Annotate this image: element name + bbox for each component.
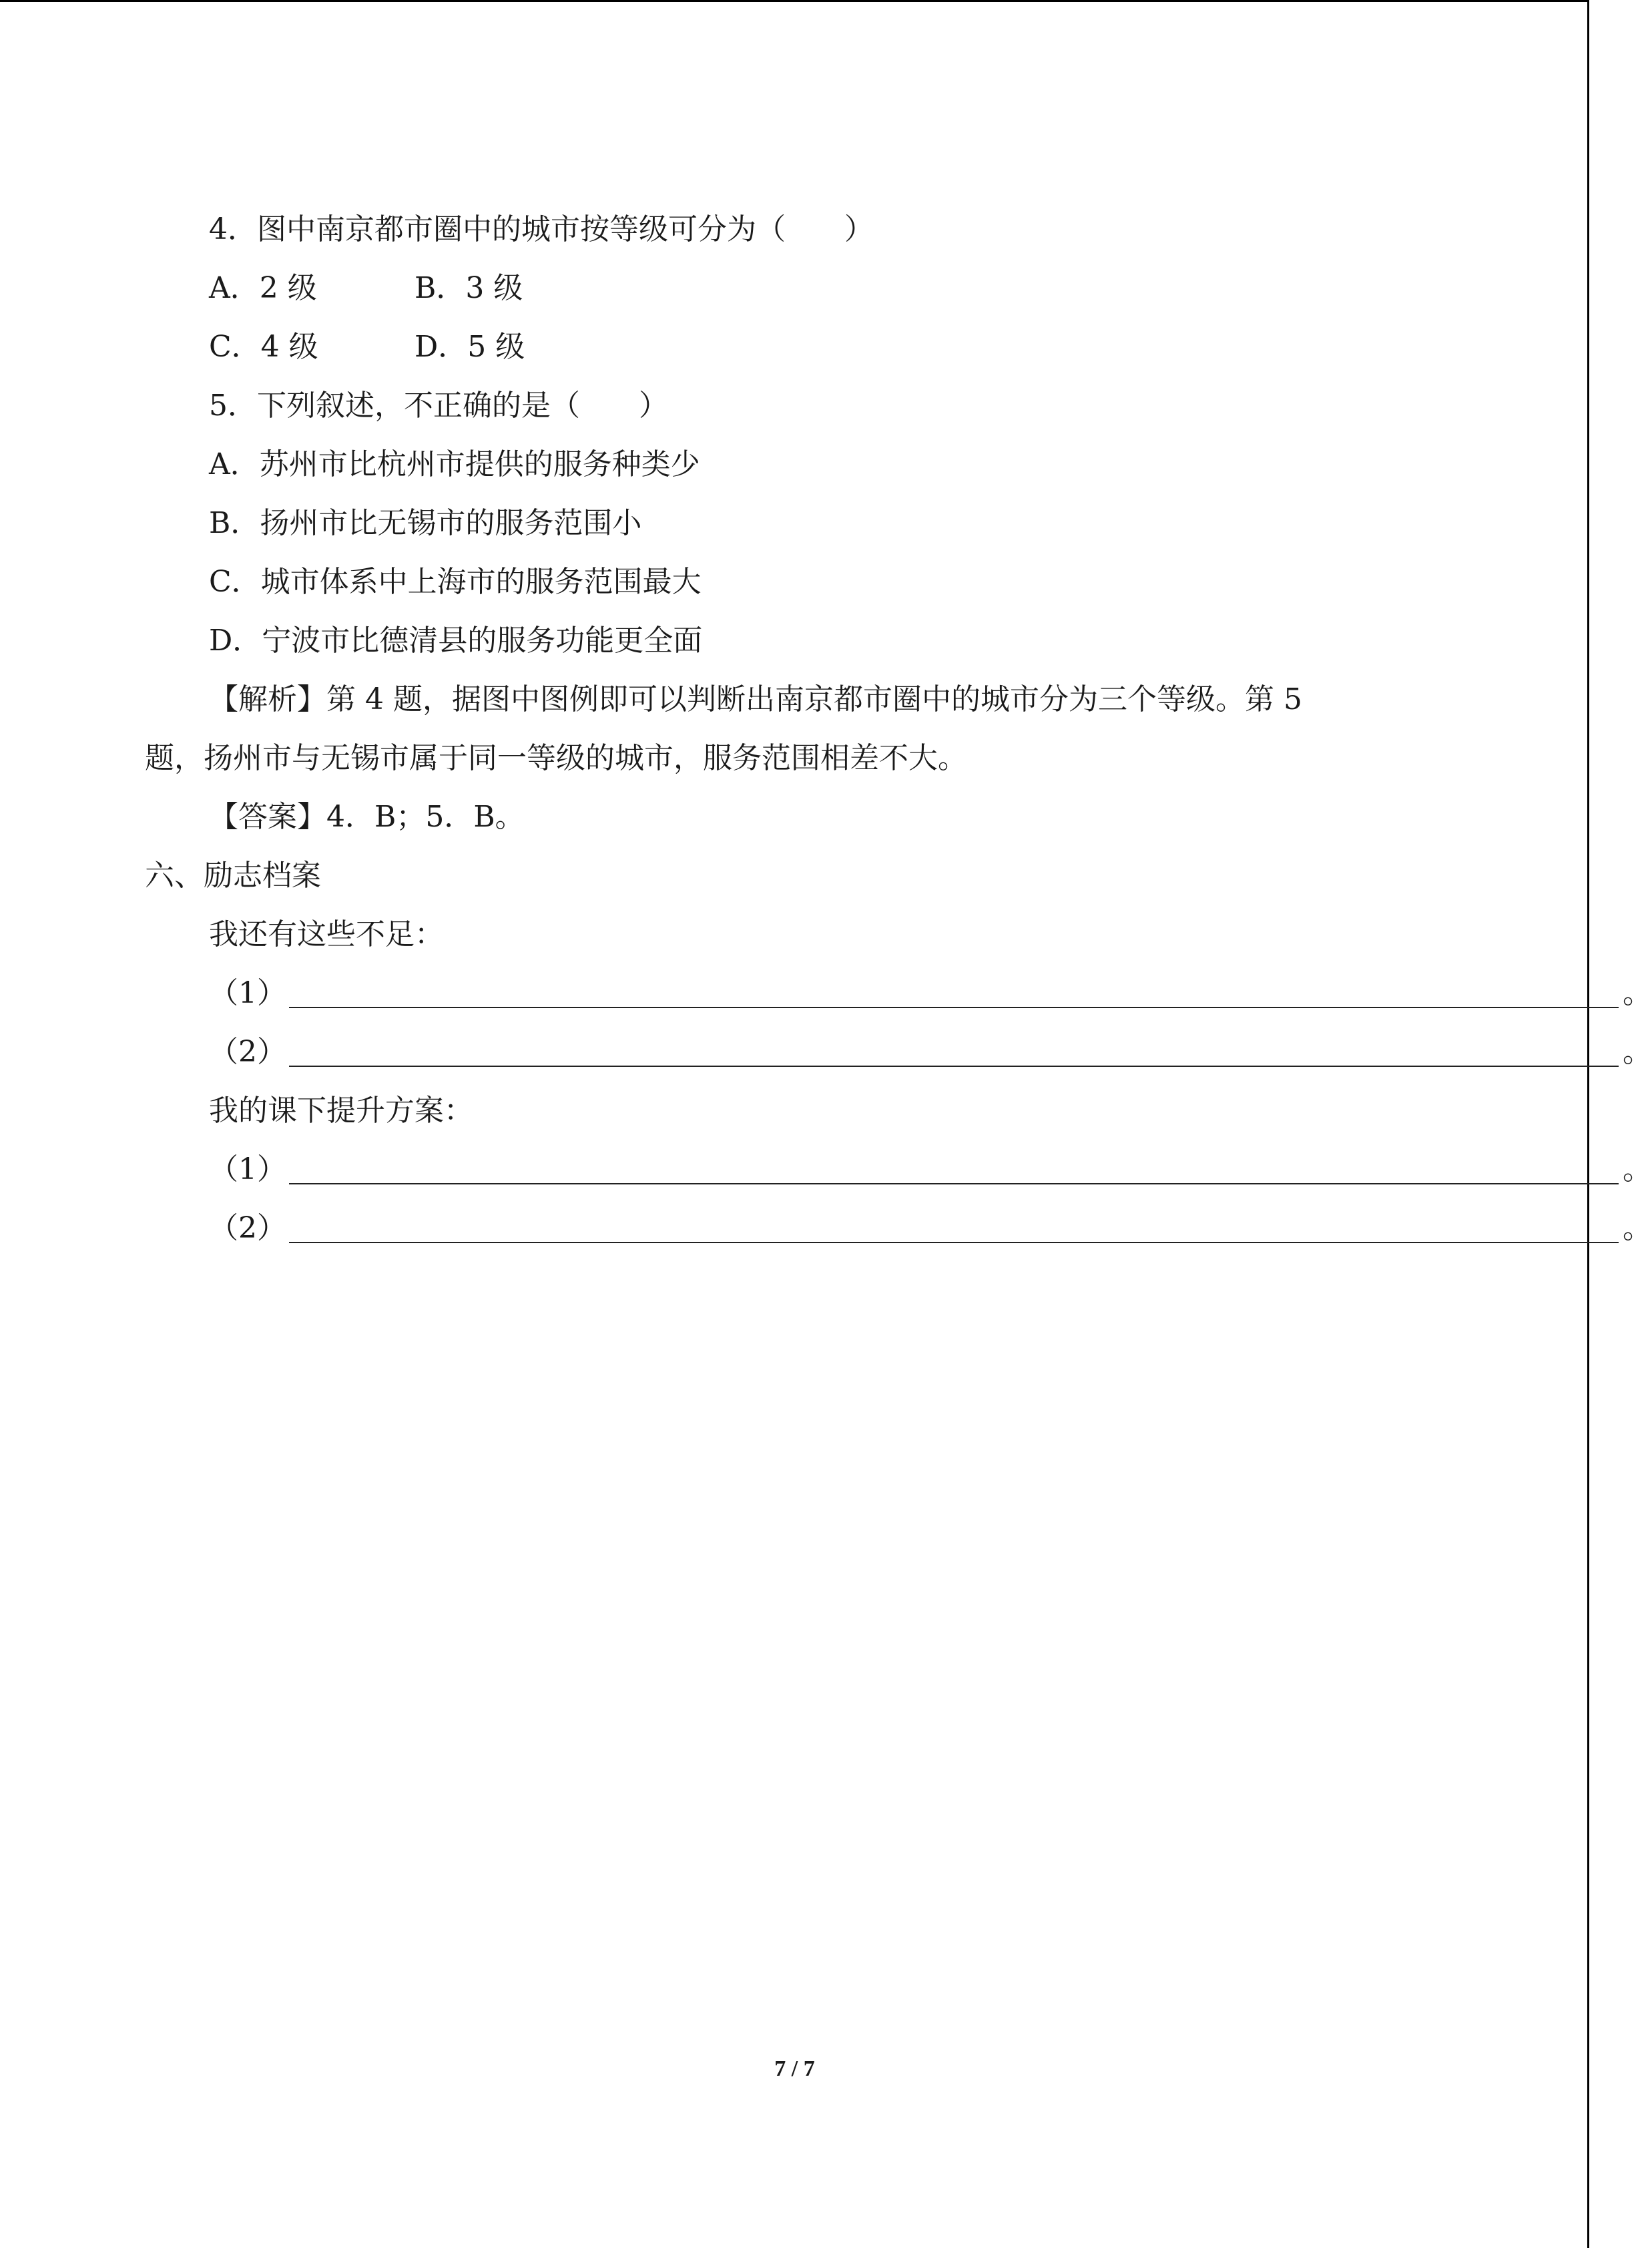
- analysis-line-2: 题，扬州市与无锡市属于同一等级的城市，服务范围相差不大。: [145, 741, 967, 775]
- row-number: （1）: [209, 1152, 286, 1186]
- answer: 【答案】4．B；5．B。: [209, 800, 525, 834]
- section-title: 六、励志档案: [145, 859, 321, 893]
- row-end-mark: 。: [1623, 1035, 1652, 1069]
- q4-option-b: B．3 级: [415, 271, 523, 305]
- fill-in-line[interactable]: [289, 1066, 1619, 1067]
- fill-in-line[interactable]: [289, 1183, 1619, 1184]
- q5-option-d: D．宁波市比德清县的服务功能更全面: [209, 624, 703, 658]
- page-number: 7 / 7: [774, 2056, 815, 2081]
- row-end-mark: 。: [1623, 976, 1652, 1010]
- q5-option-c: C．城市体系中上海市的服务范围最大: [209, 565, 702, 599]
- analysis-line-1: 【解析】第 4 题，据图中图例即可以判断出南京都市圈中的城市分为三个等级。第 5: [209, 682, 1302, 716]
- q4-option-c: C．4 级: [209, 330, 318, 364]
- q5-stem: 5．下列叙述，不正确的是（ ）: [209, 389, 668, 423]
- plan-label: 我的课下提升方案：: [209, 1094, 473, 1128]
- shortcomings-label: 我还有这些不足：: [209, 917, 444, 951]
- q5-option-b: B．扬州市比无锡市的服务范围小: [209, 506, 642, 540]
- q5-option-a: A．苏州市比杭州市提供的服务种类少: [209, 447, 700, 481]
- row-number: （2）: [209, 1211, 286, 1245]
- row-end-mark: 。: [1623, 1211, 1652, 1245]
- q4-option-d: D．5 级: [415, 330, 525, 364]
- row-number: （2）: [209, 1035, 286, 1069]
- page-right-border: [1587, 0, 1589, 2248]
- page-top-border: [0, 0, 1589, 2]
- q4-stem: 4．图中南京都市圈中的城市按等级可分为（ ）: [209, 212, 874, 246]
- row-end-mark: 。: [1623, 1152, 1652, 1186]
- row-number: （1）: [209, 976, 286, 1010]
- fill-in-line[interactable]: [289, 1007, 1619, 1008]
- q4-option-a: A．2 级: [209, 271, 317, 305]
- fill-in-line[interactable]: [289, 1242, 1619, 1243]
